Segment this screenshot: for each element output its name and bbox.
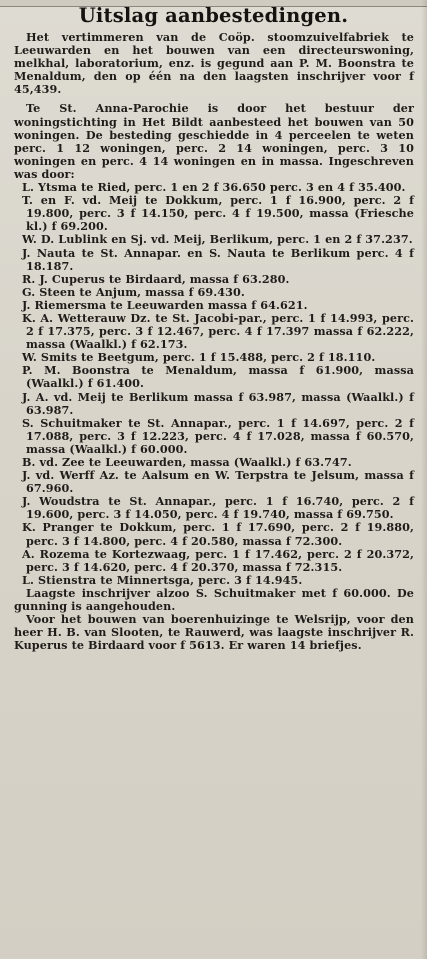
paragraph-farmhouse: Voor het bouwen van boerenhuizinge te Welsrijp, voor den heer H. B. van Slooten, te Rauwerd, was laagste inschrijver R. Kuperus te Birdaard voor f 5613. Er waren 14 briefjes. (14, 612, 414, 653)
bid-entry: K. Pranger te Dokkum, perc. 1 f 17.690, perc. 2 f 19.880, perc. 3 f 14.800, perc. 4 f 20.580, massa f 72.300. (22, 520, 414, 548)
bid-entry: R. J. Cuperus te Birdaard, massa f 63.280. (22, 271, 290, 286)
bid-entry: T. en F. vd. Meij te Dokkum, perc. 1 f 16.900, perc. 2 f 19.800, perc. 3 f 14.150, perc. 4 f 19.500, massa (Friesche kl.) f 69.200. (22, 193, 414, 234)
article-body (14, 31, 414, 652)
bid-entry: A. Rozema te Kortezwaag, perc. 1 f 17.462, perc. 2 f 20.372, perc. 3 f 14.620, perc. 4 f 20.370, massa f 72.315. (22, 546, 414, 574)
bid-entry: W. D. Lublink en Sj. vd. Meij, Berlikum, perc. 1 en 2 f 37.237. (22, 232, 413, 247)
bid-entry: K. A. Wetterauw Dz. te St. Jacobi-par., perc. 1 f 14.993, perc. 2 f 17.375, perc. 3 f 12.467, perc. 4 f 17.397 massa f 62.222, massa (Waalkl.) f 62.173. (22, 310, 414, 352)
bid-entry: S. Schuitmaker te St. Annapar., perc. 1 f 14.697, perc. 2 f 17.088, perc. 3 f 12.223, perc. 4 f 17.028, massa f 60.570, massa (Waalkl.) f 60.000. (22, 415, 414, 456)
bid-entry: J. Nauta te St. Annapar. en S. Nauta te Berlikum perc. 4 f 18.187. (22, 245, 414, 273)
article-title: Uitslag aanbestedingen. (78, 4, 349, 27)
bid-entry: P. M. Boonstra te Menaldum, massa f 61.900, massa (Waalkl.) f 61.400. (22, 363, 414, 391)
bid-entry: W. Smits te Beetgum, perc. 1 f 15.488, perc. 2 f 18.110. (22, 350, 376, 365)
bid-entry: J. vd. Werff Az. te Aalsum en W. Terpstra te Jelsum, massa f 67.960. (22, 468, 414, 496)
bid-entry: L. Stienstra te Minnertsga, perc. 3 f 14.945. (22, 572, 303, 587)
paragraph-result: Laagste inschrijver alzoo S. Schuitmaker met f 60.000. De gunning is aangehouden. (14, 585, 414, 614)
paper-edge-shadow (421, 0, 427, 959)
bid-entry: J. A. vd. Meij te Berlikum massa f 63.987, massa (Waalkl.) f 63.987. (22, 389, 414, 417)
bid-entry: G. Steen te Anjum, massa f 69.430. (22, 284, 245, 299)
bid-entry: B. vd. Zee te Leeuwarden, massa (Waalkl.) f 63.747. (22, 455, 352, 469)
bid-entry: J. Riemersma te Leeuwarden massa f 64.621. (22, 297, 308, 312)
bid-entry: J. Woudstra te St. Annapar., perc. 1 f 16.740, perc. 2 f 19.600, perc. 3 f 14.050, perc. 4 f 19.740, massa f 69.750. (22, 494, 414, 522)
paragraph-tender: Te St. Anna-Parochie is door het bestuur der woningstichting in Het Bildt aanbesteed het bouwen van 50 woningen. De besteding geschiedde in 4 perceelen te weten perc. 1 12 woningen, perc. 2 14 woningen, perc. 3 10 woningen en perc. 4 14 woningen en in massa. Ingeschreven was door: (14, 101, 414, 181)
bid-entry: L. Ytsma te Ried, perc. 1 en 2 f 36.650 perc. 3 en 4 f 35.400. (22, 180, 406, 195)
paragraph-intro: Het vertimmeren van de Coöp. stoomzuivelfabriek te Leeuwarden en het bouwen van een directeurswoning, melkhal, laboratorium, enz. is gegund aan P. M. Boonstra te Menaldum, den op één na den laagsten inschrijver voor f 45,439. (14, 30, 414, 97)
